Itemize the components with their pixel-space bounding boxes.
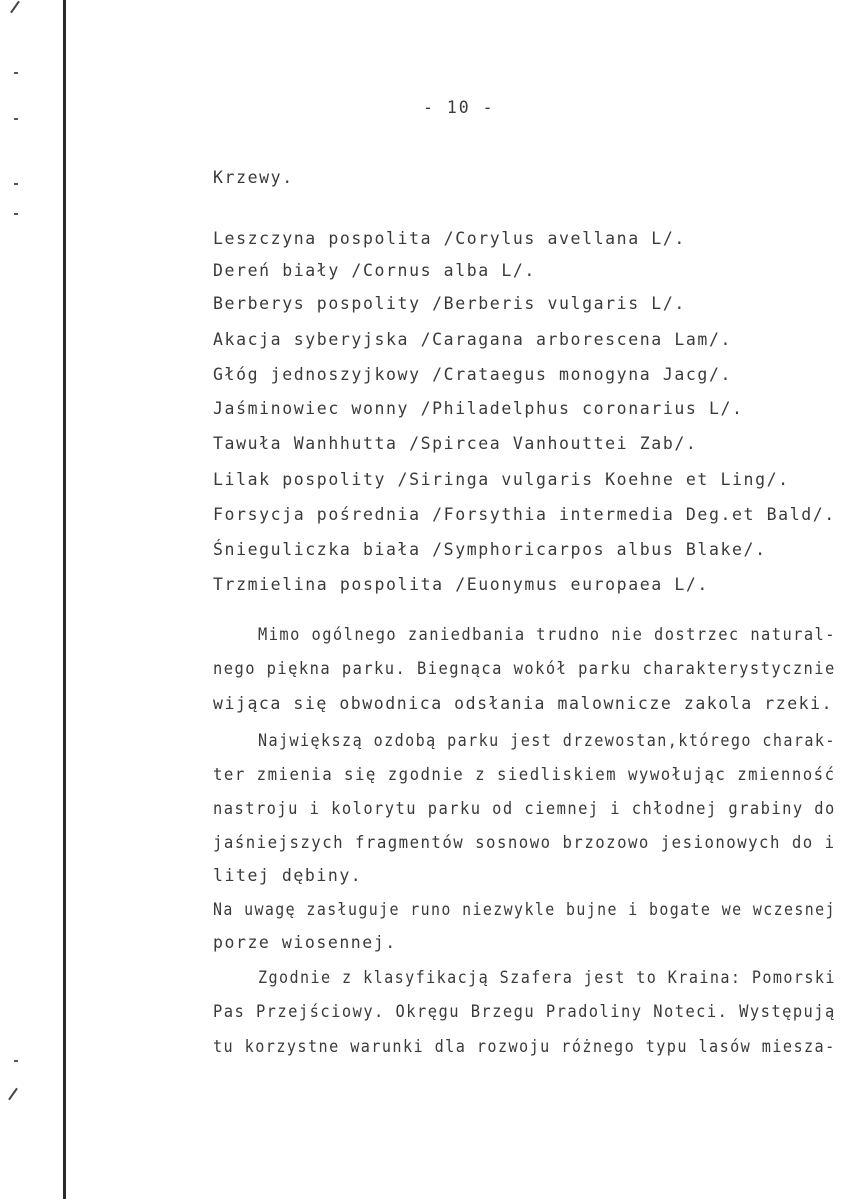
paragraph-line: Największą ozdobą parku jest drzewostan,którego charak-	[258, 731, 836, 750]
shrub-list-item: Śnieguliczka biała /Symphoricarpos albus Blake/.	[213, 540, 767, 559]
edge-dot-mark	[14, 72, 18, 74]
paragraph-line: nastroju i kolorytu parku od ciemnej i chłodnej grabiny do	[213, 799, 836, 818]
edge-dot-mark	[14, 213, 18, 215]
paragraph-line: Pas Przejściowy. Okręgu Brzegu Pradoliny Noteci. Występują	[213, 1002, 836, 1021]
paragraph-line: Zgodnie z klasyfikacją Szafera jest to Kraina: Pomorski	[258, 968, 836, 987]
edge-scratch-mark	[8, 1088, 18, 1101]
shrub-list-item: Akacja syberyjska /Caragana arborescena Lam/.	[213, 330, 733, 349]
edge-dot-mark	[14, 118, 18, 120]
paragraph-line: Mimo ogólnego zaniedbania trudno nie dostrzec natural-	[258, 625, 836, 644]
paragraph-line: porze wiosennej.	[213, 933, 397, 952]
edge-dot-mark	[14, 1060, 18, 1062]
shrub-list-item: Berberys pospolity /Berberis vulgaris L/.	[213, 294, 686, 313]
shrub-list-item: Dereń biały /Cornus alba L/.	[213, 261, 536, 280]
shrub-list-item: Forsycja pośrednia /Forsythia intermedia Deg.et Bald/.	[213, 505, 836, 524]
paragraph-line: tu korzystne warunki dla rozwoju różnego typu lasów miesza-	[213, 1037, 836, 1056]
edge-dot-mark	[14, 183, 18, 185]
paragraph-line: Na uwagę zasługuje runo niezwykle bujne i bogate we wczesnej	[213, 900, 836, 919]
corner-scratch-mark	[10, 1, 20, 14]
paragraph-line: ter zmienia się zgodnie z siedliskiem wywołując zmienność	[213, 765, 836, 784]
shrub-list-item: Leszczyna pospolita /Corylus avellana L/.	[213, 229, 686, 248]
binding-margin-line	[63, 0, 66, 1199]
shrub-list-item: Jaśminowiec wonny /Philadelphus coronarius L/.	[213, 399, 744, 418]
shrub-list-item: Trzmielina pospolita /Euonymus europaea L/.	[213, 575, 709, 594]
shrub-list-item: Lilak pospolity /Siringa vulgaris Koehne et Ling/.	[213, 470, 790, 489]
shrub-list-item: Głóg jednoszyjkowy /Crataegus monogyna Jacg/.	[213, 365, 733, 384]
paragraph-line: jaśniejszych fragmentów sosnowo brzozowo jesionowych do i	[213, 833, 836, 852]
paragraph-line: litej dębiny.	[213, 866, 363, 885]
paragraph-line: nego piękna parku. Biegnąca wokół parku charakterystycznie	[213, 659, 836, 678]
shrub-list-item: Tawuła Wanhhutta /Spircea Vanhouttei Zab/.	[213, 434, 698, 453]
paragraph-line: wijąca się obwodnica odsłania malownicze zakola rzeki.	[213, 694, 834, 713]
page-number: - 10 -	[423, 98, 495, 117]
section-heading: Krzewy.	[213, 168, 294, 187]
